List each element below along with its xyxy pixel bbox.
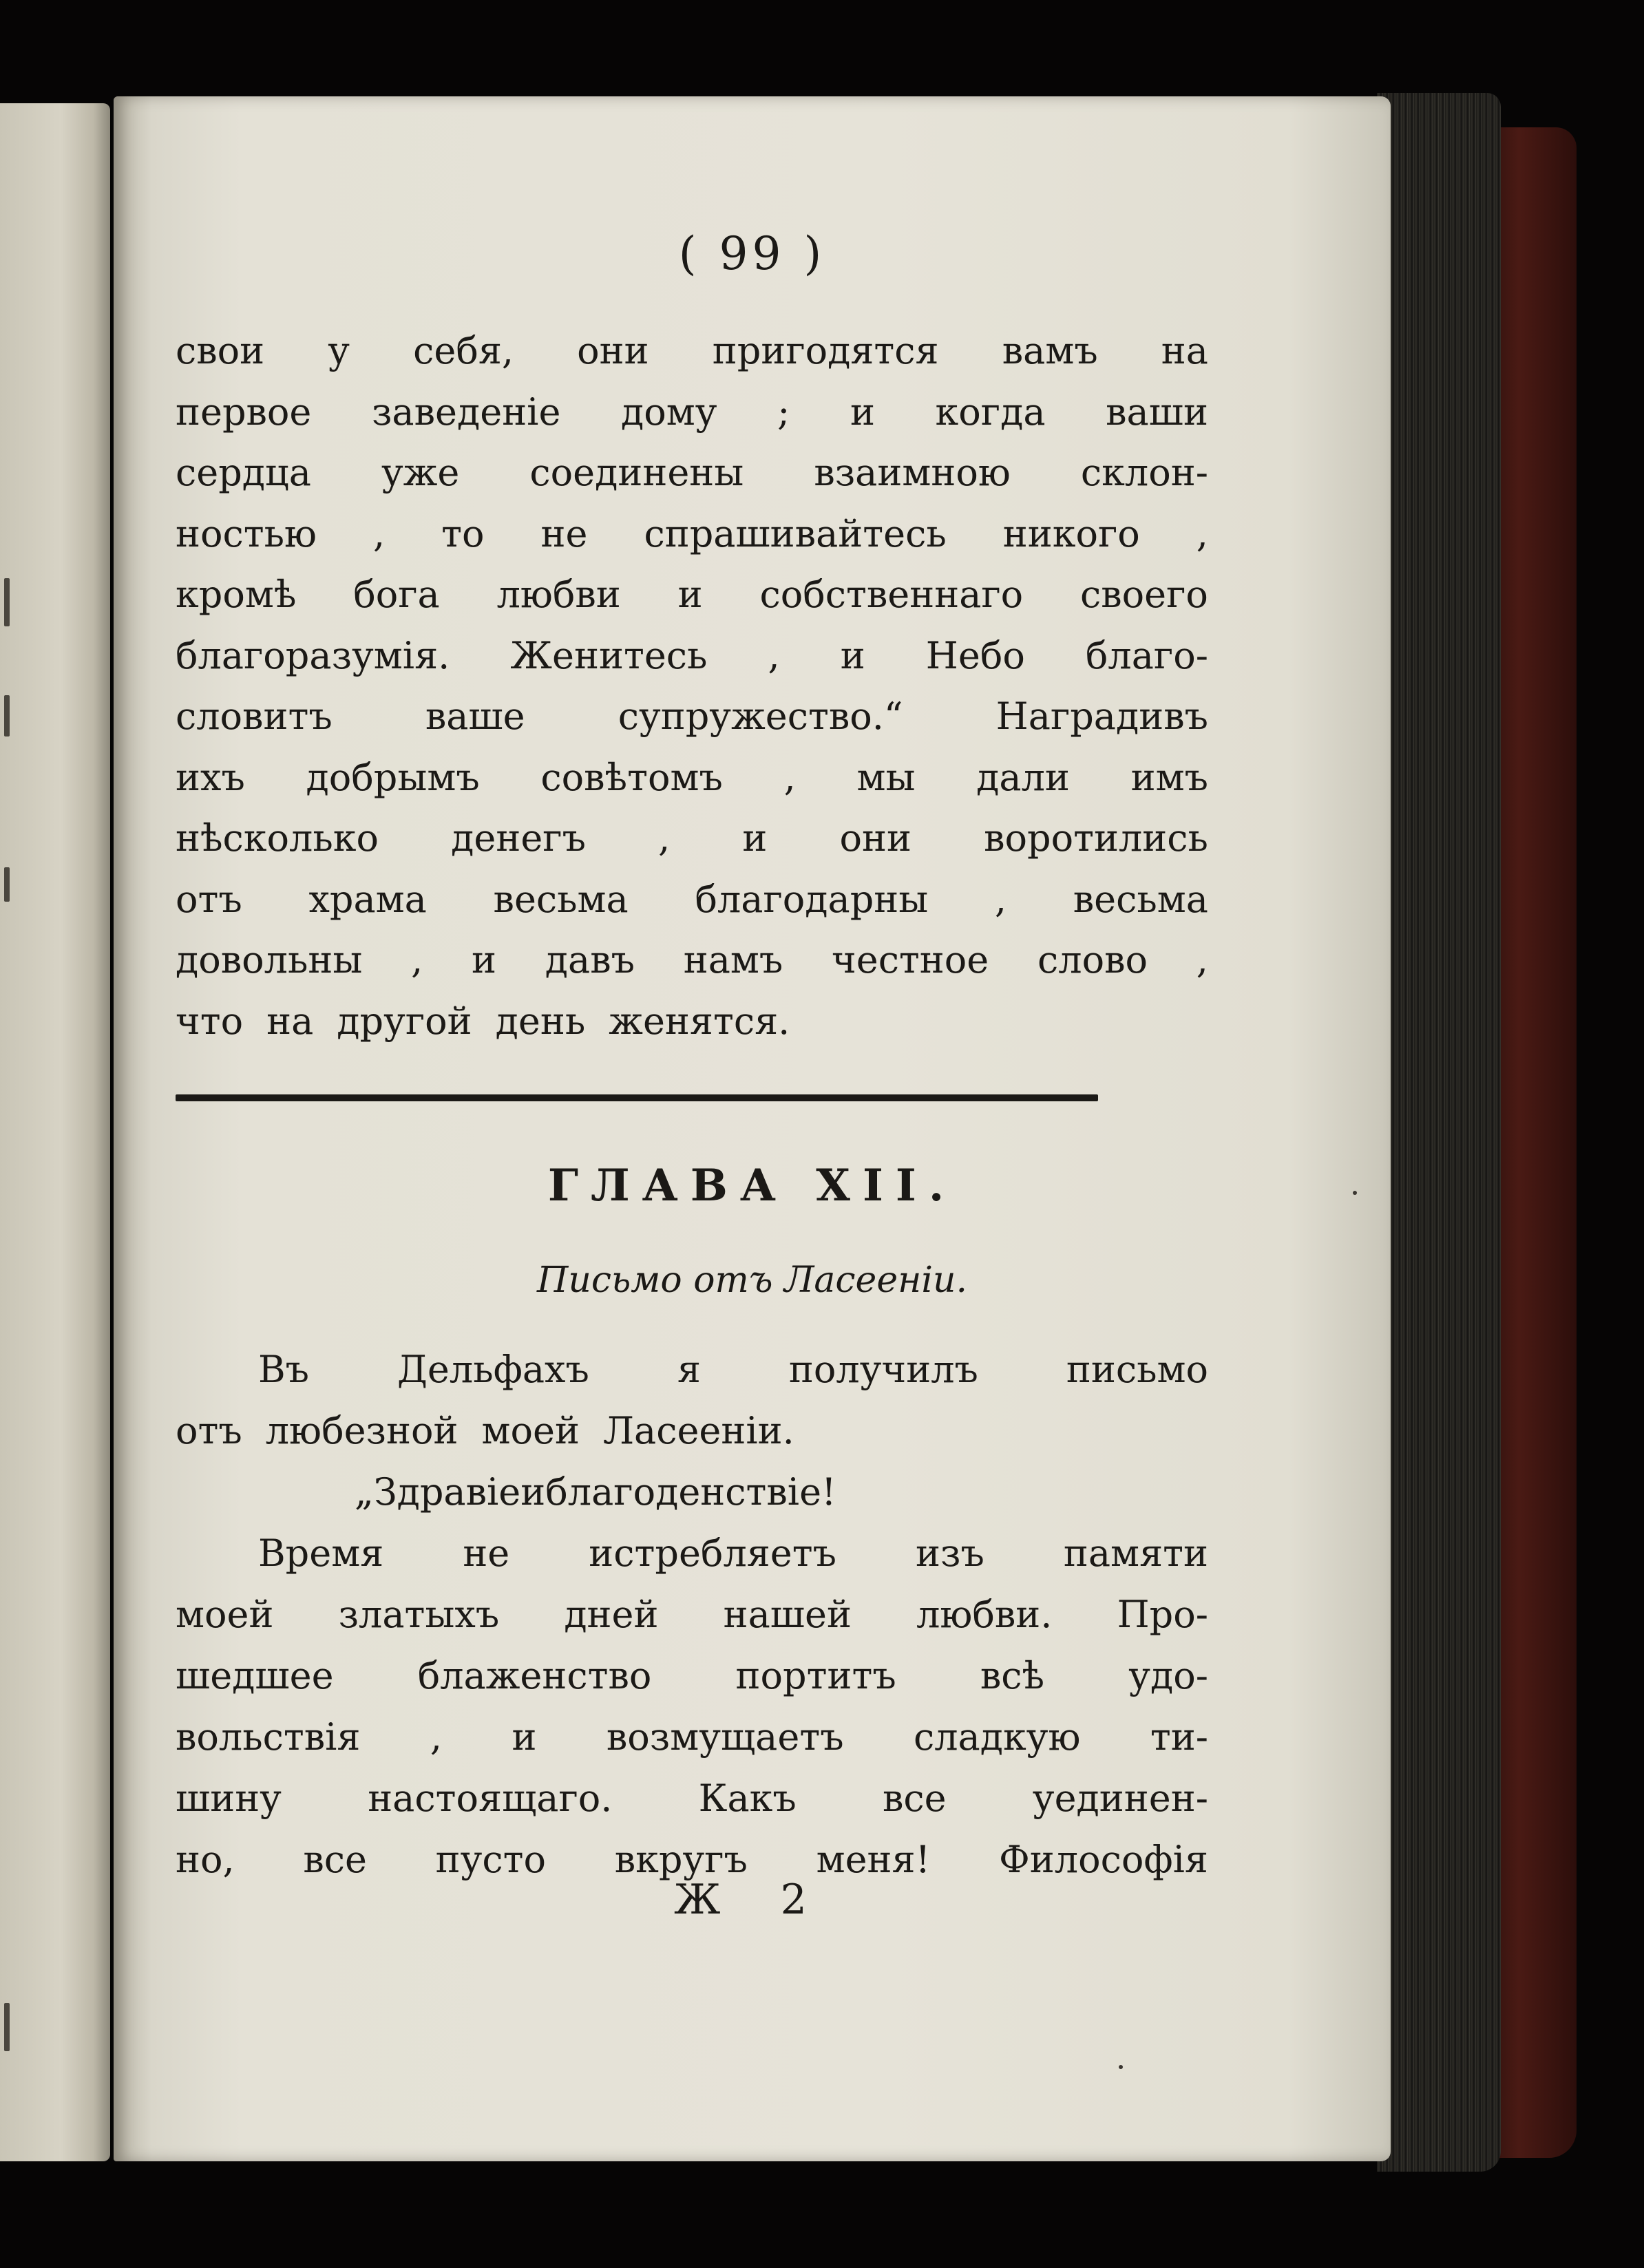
word: пусто — [435, 1838, 547, 1881]
text-line — [176, 692, 1208, 741]
text-fragment-mark — [4, 578, 10, 626]
text-line — [176, 388, 1208, 436]
word: я — [677, 1348, 701, 1391]
word: они — [839, 816, 912, 860]
word: словитъ — [176, 695, 333, 738]
word: пригодятся — [712, 329, 939, 372]
word: ваши — [1106, 390, 1208, 434]
page-stack-edge — [1377, 93, 1501, 2172]
word: кромѣ — [176, 573, 297, 616]
word: Философія — [998, 1838, 1208, 1881]
text-line — [176, 632, 1208, 680]
word: ти- — [1150, 1715, 1208, 1759]
word: Ласееніи. — [602, 1409, 794, 1452]
word: заведеніе — [371, 390, 561, 434]
word: получилъ — [788, 1348, 978, 1391]
word: взаимною — [814, 451, 1011, 494]
word: , — [994, 877, 1007, 921]
word: ностью — [176, 511, 317, 555]
word: Наградивъ — [995, 695, 1208, 738]
word: у — [328, 329, 350, 372]
word: воротились — [984, 816, 1208, 860]
chapter-subtitle: Письмо отъ Ласееніи. — [537, 1260, 967, 1301]
book-page — [114, 96, 1391, 2161]
word: нѣсколько — [176, 816, 379, 860]
word: спрашивайтесь — [644, 511, 947, 555]
word: дому — [621, 390, 717, 434]
word: ихъ — [176, 755, 245, 799]
section-rule — [176, 1094, 1098, 1101]
text-line — [176, 1591, 1208, 1639]
word: Женитесь — [510, 633, 708, 677]
text-line — [176, 876, 1208, 924]
word: удо- — [1128, 1654, 1208, 1697]
word: возмущаетъ — [606, 1715, 844, 1759]
word: изъ — [916, 1532, 984, 1575]
word: на — [266, 999, 314, 1043]
word: шедшее — [176, 1654, 334, 1697]
word: моей — [176, 1593, 274, 1636]
word: другой — [337, 999, 472, 1043]
word: настоящаго. — [368, 1777, 613, 1820]
word: и — [512, 1715, 537, 1759]
word: склон- — [1080, 451, 1208, 494]
word: но, — [176, 1838, 235, 1881]
text-line — [176, 449, 1208, 497]
word: , — [783, 755, 796, 799]
word: первое — [176, 390, 312, 434]
word: , — [430, 1715, 443, 1759]
word: благо- — [1085, 633, 1208, 677]
word: Въ — [258, 1348, 310, 1391]
word: ! — [821, 1470, 836, 1514]
word: Дельфахъ — [397, 1348, 589, 1391]
word: и — [472, 938, 497, 982]
word: намъ — [683, 938, 783, 982]
word: мы — [856, 755, 916, 799]
signature-mark: Ж 2 — [674, 1876, 830, 1924]
word: все — [303, 1838, 367, 1881]
word: любезной — [265, 1409, 459, 1452]
word: давъ — [545, 938, 635, 982]
word: блаженство — [417, 1654, 652, 1697]
word: храма — [308, 877, 427, 921]
word: ваше — [425, 695, 525, 738]
text-line — [176, 1407, 1208, 1455]
word: ; — [777, 390, 790, 434]
word: нашей — [723, 1593, 852, 1636]
word: Небо — [925, 633, 1025, 677]
word: , — [373, 511, 386, 555]
word: весьма — [493, 877, 629, 921]
word: все — [882, 1777, 947, 1820]
text-line — [176, 1468, 1208, 1516]
word: собственнаго — [759, 573, 1024, 616]
word: Какъ — [698, 1777, 797, 1820]
text-line — [176, 1652, 1208, 1700]
word: что — [176, 999, 244, 1043]
word: отъ — [176, 1409, 242, 1452]
word: Про- — [1117, 1593, 1208, 1636]
word: довольны — [176, 938, 363, 982]
word: благодарны — [695, 877, 929, 921]
word: и — [742, 816, 768, 860]
text-line — [176, 1346, 1208, 1394]
text-line — [176, 1713, 1208, 1761]
word: то — [441, 511, 485, 555]
word: вкругъ — [614, 1838, 748, 1881]
word: Время — [258, 1532, 384, 1575]
word: моей — [481, 1409, 580, 1452]
text-line — [176, 1529, 1208, 1578]
word: , — [1196, 511, 1208, 555]
word: благоразумія. — [176, 633, 450, 677]
text-line — [176, 814, 1208, 862]
word: добрымъ — [306, 755, 480, 799]
text-line — [176, 327, 1208, 375]
word: они — [577, 329, 649, 372]
word: памяти — [1063, 1532, 1208, 1575]
paper-speck — [1353, 1191, 1357, 1195]
word: любви — [496, 573, 621, 616]
word: всѣ — [980, 1654, 1045, 1697]
word: истребляетъ — [589, 1532, 836, 1575]
facing-page-edge — [0, 103, 110, 2161]
word: когда — [935, 390, 1046, 434]
word: и — [520, 1470, 546, 1514]
word: бога — [353, 573, 440, 616]
word: письмо — [1066, 1348, 1208, 1391]
word: дали — [976, 755, 1070, 799]
word: сладкую — [913, 1715, 1081, 1759]
text-line — [176, 571, 1208, 619]
text-fragment-mark — [4, 867, 10, 902]
word: свои — [176, 329, 265, 372]
word: женятся. — [609, 999, 790, 1043]
word: , — [768, 633, 780, 677]
word: никого — [1002, 511, 1140, 555]
word: , — [411, 938, 423, 982]
word: сердца — [176, 451, 311, 494]
word: вольствія — [176, 1715, 361, 1759]
page-number: ( 99 ) — [678, 227, 826, 280]
word: и — [850, 390, 875, 434]
word: благоденствіе — [545, 1470, 822, 1514]
word: день — [495, 999, 586, 1043]
word: , — [1196, 938, 1208, 982]
text-line — [176, 936, 1208, 984]
text-line — [176, 1774, 1208, 1823]
word: меня! — [816, 1838, 931, 1881]
word: не — [540, 511, 588, 555]
word: денегъ — [451, 816, 586, 860]
word: имъ — [1130, 755, 1208, 799]
text-line — [176, 510, 1208, 558]
word: портитъ — [735, 1654, 896, 1697]
word: соединены — [529, 451, 744, 494]
word: любви. — [916, 1593, 1053, 1636]
word: слово — [1037, 938, 1148, 982]
word: совѣтомъ — [540, 755, 723, 799]
word: на — [1161, 329, 1208, 372]
word: отъ — [176, 877, 242, 921]
word: и — [677, 573, 703, 616]
word: златыхъ — [338, 1593, 500, 1636]
chapter-title: ГЛАВА XII. — [547, 1160, 957, 1211]
word: своего — [1080, 573, 1208, 616]
word: шину — [176, 1777, 282, 1820]
word: дней — [564, 1593, 659, 1636]
text-fragment-mark — [4, 695, 10, 736]
word: не — [463, 1532, 510, 1575]
word: вамъ — [1002, 329, 1098, 372]
word: себя, — [413, 329, 514, 372]
paper-speck — [1119, 2065, 1123, 2069]
word: , — [658, 816, 671, 860]
word: и — [840, 633, 865, 677]
text-line — [176, 754, 1208, 802]
text-line — [176, 997, 1208, 1046]
word: „Здравіе — [355, 1470, 521, 1514]
word: уединен- — [1032, 1777, 1208, 1820]
word: супружество.“ — [618, 695, 903, 738]
text-fragment-mark — [4, 2003, 10, 2051]
word: честное — [832, 938, 989, 982]
word: уже — [381, 451, 460, 494]
word: весьма — [1073, 877, 1208, 921]
